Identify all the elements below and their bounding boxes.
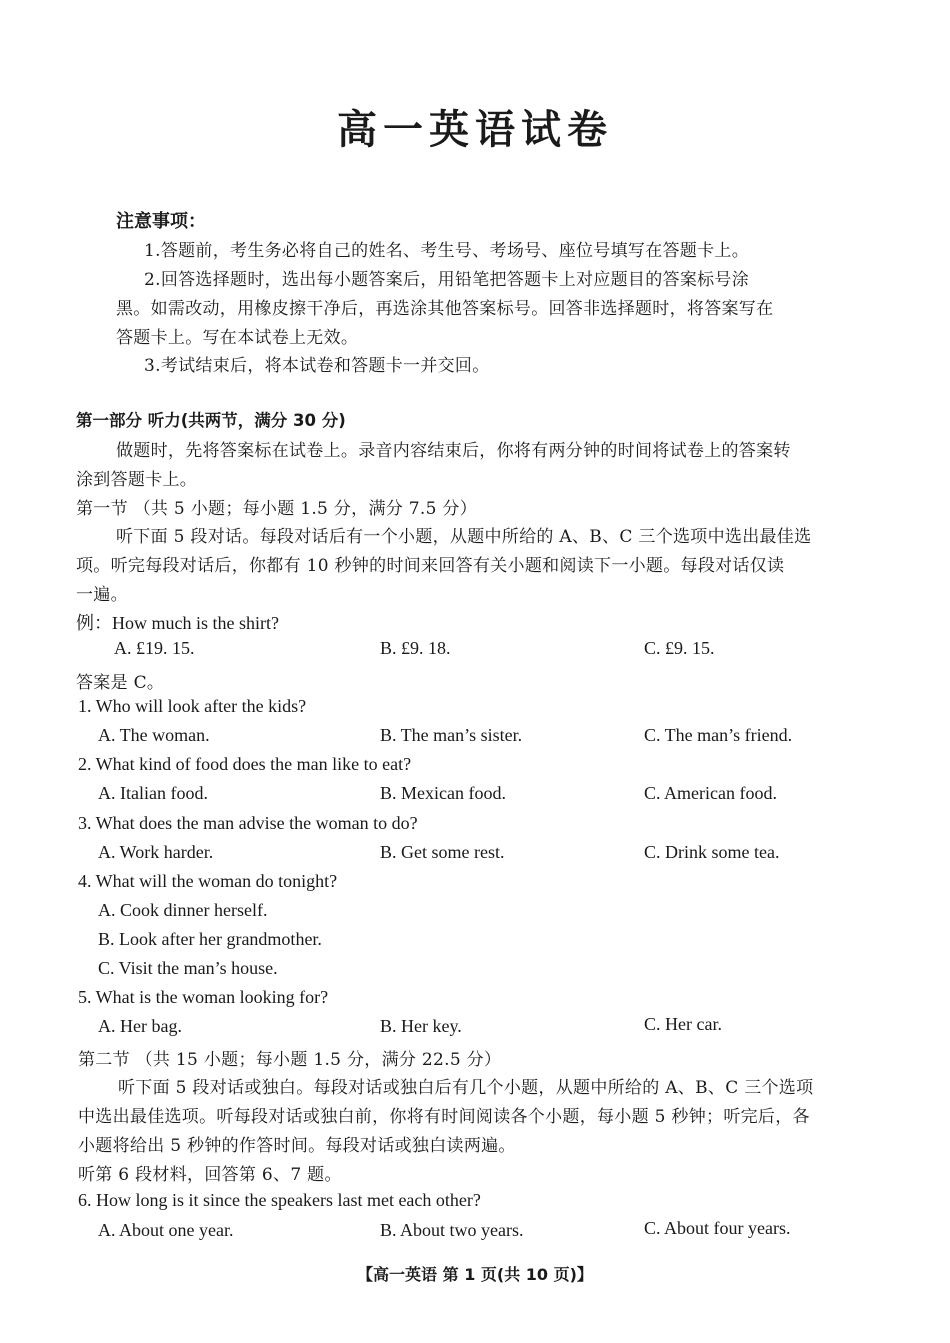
section1-instr-line-3: 一遍。: [76, 585, 128, 605]
question-4: 4. What will the woman do tonight?: [78, 871, 338, 891]
q5-option-a: A. Her bag.: [98, 1016, 182, 1036]
q1-option-b: B. The man’s sister.: [380, 725, 523, 745]
section2-instr-line-2: 中选出最佳选项。听每段对话或独白前，你将有时间阅读各个小题，每小题 5 秒钟；听完后，各: [78, 1107, 810, 1127]
q4-option-c: C. Visit the man’s house.: [98, 958, 278, 978]
example-option-a: A. £19. 15.: [114, 638, 195, 658]
q6-option-b: B. About two years.: [380, 1220, 524, 1240]
question-6: 6. How long is it since the speakers last met each other?: [78, 1190, 481, 1210]
q5-option-c: C. Her car.: [644, 1014, 722, 1034]
example-option-c: C. £9. 15.: [644, 638, 715, 658]
q6-option-c: C. About four years.: [644, 1218, 791, 1238]
notes-item-2-line-3: 答题卡上。写在本试卷上无效。: [116, 328, 359, 348]
q4-option-b: B. Look after her grandmother.: [98, 929, 322, 949]
notes-heading: 注意事项：: [116, 211, 206, 232]
notes-item-1: 1.答题前，考生务必将自己的姓名、考生号、考场号、座位号填写在答题卡上。: [144, 241, 750, 261]
section1-instr-line-1: 听下面 5 段对话。每段对话后有一个小题，从题中所给的 A、B、C 三个选项中选出最佳选: [116, 527, 812, 547]
q2-option-a: A. Italian food.: [98, 783, 208, 803]
part1-heading: 第一部分 听力(共两节，满分 30 分): [76, 411, 346, 430]
page-footer: 【高一英语 第 1 页(共 10 页)】: [357, 1265, 593, 1284]
example-answer: 答案是 C。: [76, 673, 165, 693]
question-2: 2. What kind of food does the man like to eat?: [78, 754, 412, 774]
question-3: 3. What does the man advise the woman to do?: [78, 813, 418, 833]
notes-item-2-line-1: 2.回答选择题时，选出每小题答案后，用铅笔把答题卡上对应题目的答案标号涂: [144, 270, 750, 290]
material-6-label: 听第 6 段材料，回答第 6、7 题。: [78, 1165, 342, 1185]
q3-option-a: A. Work harder.: [98, 842, 214, 862]
q1-option-a: A. The woman.: [98, 725, 210, 745]
q3-option-b: B. Get some rest.: [380, 842, 505, 862]
question-5: 5. What is the woman looking for?: [78, 987, 329, 1007]
q2-option-c: C. American food.: [644, 783, 777, 803]
part1-intro-line-2: 涂到答题卡上。: [76, 470, 198, 490]
section2-heading: 第二节 （共 15 小题；每小题 1.5 分，满分 22.5 分）: [78, 1050, 502, 1070]
section2-instr-line-1: 听下面 5 段对话或独白。每段对话或独白后有几个小题，从题中所给的 A、B、C 三个选项: [118, 1078, 814, 1098]
notes-item-2-line-2: 黑。如需改动，用橡皮擦干净后，再选涂其他答案标号。回答非选择题时，将答案写在: [116, 299, 774, 319]
section1-heading: 第一节 （共 5 小题；每小题 1.5 分，满分 7.5 分）: [76, 499, 478, 519]
q4-option-a: A. Cook dinner herself.: [98, 900, 268, 920]
notes-item-3: 3.考试结束后，将本试卷和答题卡一并交回。: [144, 356, 490, 376]
example-question: 例：How much is the shirt?: [76, 613, 279, 633]
section2-instr-line-3: 小题将给出 5 秒钟的作答时间。每段对话或独白读两遍。: [78, 1136, 516, 1156]
q3-option-c: C. Drink some tea.: [644, 842, 780, 862]
question-1: 1. Who will look after the kids?: [78, 696, 307, 716]
q2-option-b: B. Mexican food.: [380, 783, 506, 803]
q6-option-a: A. About one year.: [98, 1220, 234, 1240]
example-option-b: B. £9. 18.: [380, 638, 451, 658]
section1-instr-line-2: 项。听完每段对话后，你都有 10 秒钟的时间来回答有关小题和阅读下一小题。每段对话仅读: [76, 556, 785, 576]
q5-option-b: B. Her key.: [380, 1016, 462, 1036]
part1-intro-line-1: 做题时，先将答案标在试卷上。录音内容结束后，你将有两分钟的时间将试卷上的答案转: [116, 441, 791, 461]
q1-option-c: C. The man’s friend.: [644, 725, 793, 745]
page-title: 高一英语试卷: [337, 107, 613, 153]
